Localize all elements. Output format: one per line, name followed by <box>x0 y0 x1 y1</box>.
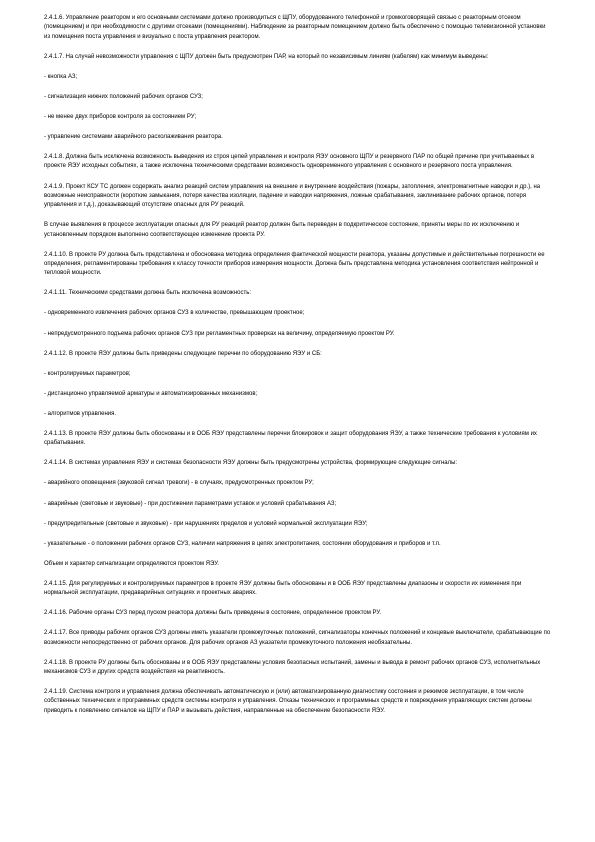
paragraph-2-4-1-17: 2.4.1.17. Все приводы рабочих органов СУЗ должны иметь указатели промежуточных положений, сигнализаторы конечных положений и концевые выключатели, срабатывающие по возможности непосредственно от рабочих органов. Для рабочих органов АЗ указатели промежуточного положения необязательны. <box>44 630 551 646</box>
paragraph-2-4-1-6: 2.4.1.6. Управление реактором и его основными системами должно производиться с ЩПУ, оборудованного телефонной и громкоговорящей связью с реакторным отсеком (помещением) и при необходимости с другими отсеками (помещениями). Наблюдение за реакторным помещением должно быть обеспечено с помощью телевизионной установки из помещения поста управления и визуально с поста управления реактором. <box>44 15 546 40</box>
paragraph-2-4-1-14: 2.4.1.14. В системах управления ЯЭУ и системах безопасности ЯЭУ должны быть предусмотрены устройства, формирующие следующие сигналы: <box>44 460 458 467</box>
list-item: - непредусмотренного подъема рабочих органов СУЗ при регламентных проверках на величину, определяемую проектом РУ. <box>44 330 395 337</box>
list-item: - контролируемых параметров; <box>44 370 131 377</box>
list-item: - кнопка АЗ; <box>44 73 78 80</box>
paragraph-2-4-1-8: 2.4.1.8. Должна быть исключена возможность выведения из строя цепей управления и контроля ЯЭУ основного ЩПУ и резервного ПАР по общей причине при учитываемых в проекте ЯЭУ исходных событиях, а также исключена техническими средствами возможность одновременного управления с основного и резервного поста управления. <box>44 154 535 170</box>
paragraph-signal-scope: Объем и характер сигнализации определяются проектом ЯЭУ. <box>44 560 219 567</box>
paragraph-2-4-1-19: 2.4.1.19. Система контроля и управления должна обеспечивать автоматическую и (или) автоматизированную диагностику состояния и режимов эксплуатации, в том числе собственных технических и программных средств системы контроля и управления. Отказы технических и программных средств и повреждения управляющих систем должны приводить к появлению сигналов на ЩПУ и ПАР и вызывать действия, направленные на обеспечение безопасности ЯЭУ. <box>44 689 532 714</box>
paragraph-2-4-1-15: 2.4.1.15. Для регулируемых и контролируемых параметров в проекте ЯЭУ должны быть обоснованы и в ООБ ЯЭУ представлены диапазоны и скорости их изменения при нормальной эксплуатации, предаварийных ситуациях и проектных авариях. <box>44 580 522 597</box>
paragraph-2-4-1-9: 2.4.1.9. Проект КСУ ТС должен содержать анализ реакций систем управления на внешние и внутренние воздействия (пожары, затопления, электромагнитные наводки и др.), на возможные неисправности (короткие замыкания, потеря качества изоляции, падение и наводки напряжения, ложные срабатывания, заклинивание рабочих органов, потеря управления и т.д.), доказывающий отсутствие опасных для РУ реакций. <box>44 183 541 209</box>
list-item: - предупредительные (световые и звуковые) - при нарушениях пределов и условий нормальной эксплуатации ЯЭУ; <box>44 520 368 527</box>
paragraph-2-4-1-11: 2.4.1.11. Техническими средствами должна быть исключена возможность: <box>44 290 252 297</box>
paragraph-2-4-1-12: 2.4.1.12. В проекте ЯЭУ должны быть приведены следующие перечни по оборудованию ЯЭУ и СБ: <box>44 350 322 357</box>
list-item: - алгоритмов управления. <box>44 410 117 417</box>
paragraph-2-4-1-10: 2.4.1.10. В проекте РУ должна быть представлена и обоснована методика определения фактической мощности реактора, указаны допустимые и действительные погрешности ее определения, регламентированы требования к классу точности приборов измерения мощности. Должна быть представлена методика установления соответствия нейтронной и тепловой мощности. <box>44 251 545 277</box>
paragraph-2-4-1-13: 2.4.1.13. В проекте ЯЭУ должны быть обоснованы и в ООБ ЯЭУ представлены перечни блокировок и защит оборудования ЯЭУ, а также технические требования к условиям их срабатывания. <box>44 430 537 447</box>
list-item: - указательные - о положении рабочих органов СУЗ, наличии напряжения в цепях электропитания, состоянии оборудования и приборов и т.п. <box>44 540 441 547</box>
list-item: - аварийного оповещения (звуковой сигнал тревоги) - в случаях, предусмотренных проектом РУ; <box>44 480 314 487</box>
paragraph-2-4-1-7: 2.4.1.7. На случай невозможности управления с ЩПУ должен быть предусмотрен ПАР, на который по независимым линиям (кабелям) как минимум выведены: <box>44 53 489 60</box>
list-item: - не менее двух приборов контроля за состоянием РУ; <box>44 113 197 120</box>
list-item: - управление системами аварийного расхолаживания реактора. <box>44 134 223 141</box>
paragraph-2-4-1-18: 2.4.1.18. В проекте РУ должны быть обоснованы и в ООБ ЯЭУ представлены условия безопасных испытаний, замены и вывода в ремонт рабочих органов СУЗ, исполнительных механизмов СУЗ и других средств воздействия на реактивность. <box>44 659 541 676</box>
paragraph-2-4-1-16: 2.4.1.16. Рабочие органы СУЗ перед пуском реактора должны быть приведены в состояние, определенное проектом РУ. <box>44 610 382 617</box>
list-item: - одновременного извлечения рабочих органов СУЗ в количестве, превышающем проектное; <box>44 310 305 317</box>
paragraph-reactor-subcritical: В случае выявления в процессе эксплуатации опасных для РУ реакций реактор должен быть переведен в подкритическое состояние, приняты меры по их исключению и установленным порядком выполнено соответствующее изменение проекта РУ. <box>44 222 520 238</box>
list-item: - сигнализация нижних положений рабочих органов СУЗ; <box>44 93 203 100</box>
list-item: - дистанционно управляемой арматуры и автоматизированных механизмов; <box>44 390 258 397</box>
list-item: - аварийные (световые и звуковые) - при достижении параметрами уставок и условий срабатывания АЗ; <box>44 500 337 507</box>
